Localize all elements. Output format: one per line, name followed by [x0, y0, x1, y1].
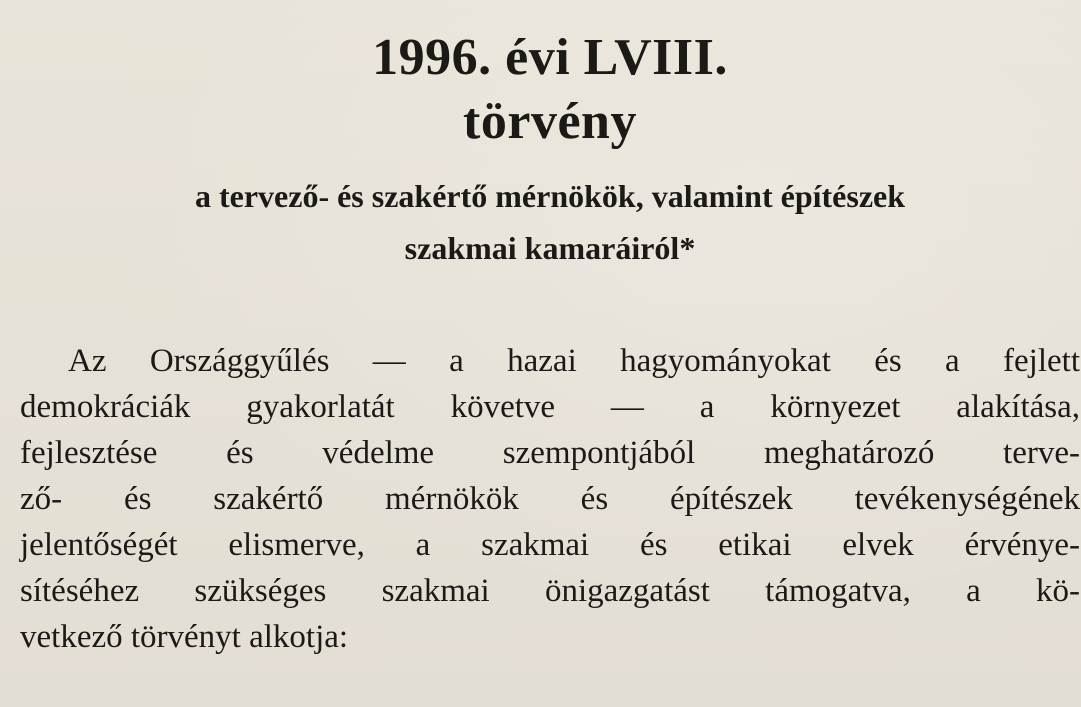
preamble-line: sítéséhez szükséges szakmai önigazgatást támogatva, a kö-	[20, 573, 1080, 609]
law-number-title: 1996. évi LVIII.	[372, 29, 728, 86]
preamble-paragraph	[20, 338, 1080, 660]
preamble-line: Az Országgyűlés — a hazai hagyományokat és a fejlett	[68, 343, 1080, 379]
preamble-line: jelentőségét elismerve, a szakmai és etikai elvek érvénye-	[20, 527, 1080, 563]
preamble-line: demokráciák gyakorlatát követve — a környezet alakítása,	[20, 389, 1080, 425]
preamble-line: fejlesztése és védelme szempontjából meghatározó terve-	[20, 435, 1080, 471]
law-subject-line-2: szakmai kamaráiról*	[404, 230, 696, 266]
preamble-line: ző- és szakértő mérnökök és építészek tevékenységének	[20, 481, 1080, 517]
preamble-line: vetkező törvényt alkotja:	[20, 619, 349, 655]
law-type-title: törvény	[463, 93, 637, 150]
law-subject-line-1: a tervező- és szakértő mérnökök, valamint építészek	[194, 178, 906, 214]
